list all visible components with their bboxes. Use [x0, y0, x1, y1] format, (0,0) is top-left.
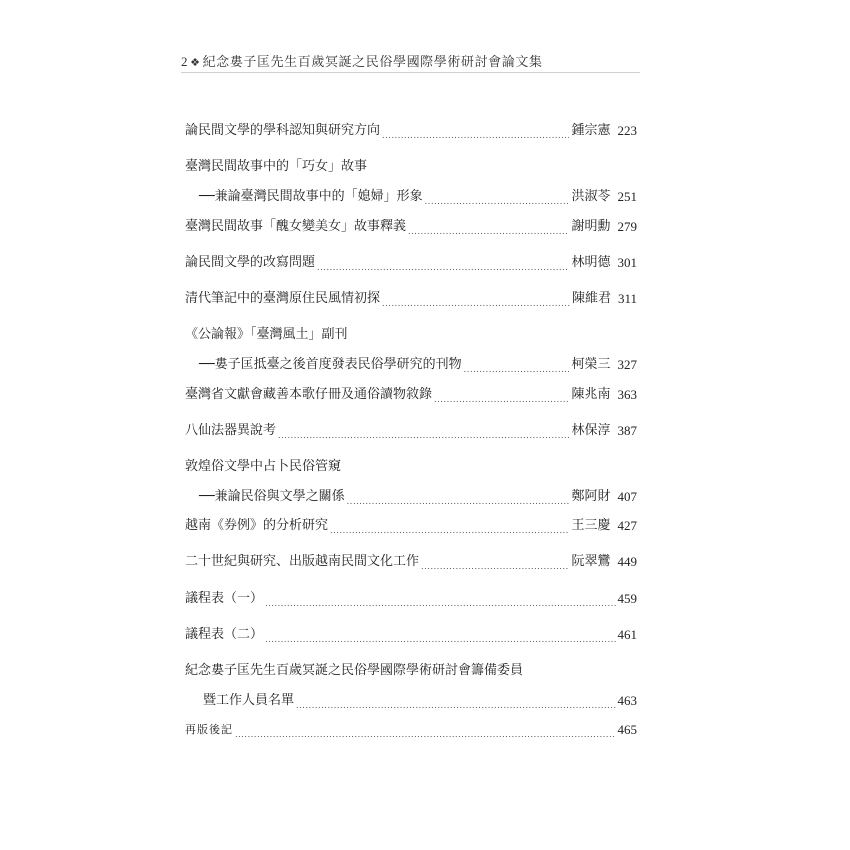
- toc-entry[interactable]: [185, 384, 637, 406]
- toc-entry[interactable]: [185, 719, 637, 741]
- entry-page: 461: [617, 627, 637, 642]
- entry-title: 二十世紀與研究、出版越南民間文化工作: [185, 554, 420, 569]
- dot-leader: [464, 354, 570, 376]
- toc-line: [185, 719, 637, 741]
- toc-line: [185, 324, 637, 346]
- toc-line: [185, 120, 637, 142]
- entry-page: 465: [617, 722, 637, 737]
- toc-line: [185, 156, 637, 178]
- toc-entry[interactable]: [185, 324, 637, 376]
- toc-line: [185, 624, 637, 646]
- entry-title: 敦煌俗文學中占卜民俗管窺: [185, 459, 342, 474]
- dot-leader: [330, 515, 569, 537]
- dot-leader: [278, 420, 569, 442]
- entry-title: 八仙法器異說考: [185, 423, 277, 438]
- entry-author: 林保淳: [571, 423, 611, 438]
- toc-entry[interactable]: [185, 515, 637, 537]
- toc-line: [185, 486, 637, 508]
- dot-leader: [382, 288, 570, 310]
- entry-author: 柯榮三: [571, 357, 611, 372]
- entry-subtitle: ──兼論臺灣民間故事中的「媳婦」形象: [199, 189, 423, 204]
- entry-page: 279: [617, 219, 637, 234]
- entry-page: 459: [617, 591, 637, 606]
- dot-leader: [317, 252, 569, 274]
- dot-leader: [425, 186, 570, 208]
- entry-title: 議程表（一）: [185, 591, 264, 606]
- entry-page: 251: [617, 189, 637, 204]
- toc-line: [185, 660, 637, 682]
- dot-leader: [347, 486, 570, 508]
- entry-author: 王三慶: [571, 518, 611, 533]
- toc-line: [185, 588, 637, 610]
- toc-line: [185, 288, 637, 310]
- toc-line: [185, 690, 637, 712]
- entry-page: 327: [617, 357, 637, 372]
- entry-page: 427: [617, 518, 637, 533]
- toc-entry[interactable]: [185, 660, 637, 712]
- toc-entry[interactable]: [185, 156, 637, 208]
- entry-title: 臺灣民間故事「醜女變美女」故事釋義: [185, 219, 407, 234]
- entry-author: 洪淑苓: [571, 189, 611, 204]
- entry-title: 臺灣民間故事中的「巧女」故事: [185, 159, 368, 174]
- toc-line: [185, 420, 637, 442]
- entry-title: 《公論報》「臺灣風土」副刊: [185, 327, 348, 342]
- entry-page: 387: [617, 423, 637, 438]
- entry-author: 鍾宗憲: [571, 123, 611, 138]
- entry-page: 363: [617, 387, 637, 402]
- toc-entry[interactable]: [185, 216, 637, 238]
- entry-author: 謝明勳: [571, 219, 611, 234]
- entry-title: 紀念婁子匡先生百歲冥誕之民俗學國際學術研討會籌備委員: [185, 663, 524, 678]
- entry-title: 論民間文學的學科認知與研究方向: [185, 123, 381, 138]
- toc-line: [185, 216, 637, 238]
- entry-subtitle: ──婁子匡抵臺之後首度發表民俗學研究的刊物: [199, 357, 462, 372]
- entry-title: 再版後記: [185, 723, 233, 736]
- dot-leader: [434, 384, 569, 406]
- toc-entry[interactable]: [185, 252, 637, 274]
- entry-page: 311: [617, 291, 637, 306]
- ornament-icon: ❖: [190, 56, 201, 69]
- entry-title: 越南《券例》的分析研究: [185, 518, 329, 533]
- entry-author: 陳兆南: [571, 387, 611, 402]
- entry-title: 臺灣省文獻會藏善本歌仔冊及通俗讀物敘錄: [185, 387, 433, 402]
- toc-line: [185, 252, 637, 274]
- toc-line: [185, 354, 637, 376]
- entry-title: 論民間文學的改寫問題: [185, 255, 316, 270]
- entry-page: 407: [617, 489, 637, 504]
- toc-line: [185, 186, 637, 208]
- toc-line: [185, 384, 637, 406]
- toc-entry[interactable]: [185, 588, 637, 610]
- running-header: [181, 52, 640, 72]
- entry-page: 463: [617, 693, 637, 708]
- dot-leader: [296, 690, 615, 712]
- entry-title: 清代筆記中的臺灣原住民風情初探: [185, 291, 381, 306]
- entry-author: 林明德: [571, 255, 611, 270]
- toc-line: [185, 456, 637, 478]
- header-book-title: 紀念婁子匡先生百歲冥誕之民俗學國際學術研討會論文集: [202, 55, 543, 70]
- toc-line: [185, 551, 637, 573]
- dot-leader: [408, 216, 569, 238]
- entry-author: 鄭阿財: [571, 489, 611, 504]
- toc-entry[interactable]: [185, 420, 637, 442]
- dot-leader: [265, 624, 615, 646]
- dot-leader: [421, 551, 569, 573]
- dot-leader: [235, 719, 616, 741]
- header-rule: [181, 72, 640, 73]
- toc-line: [185, 515, 637, 537]
- entry-author: 阮翠鸞: [571, 554, 611, 569]
- toc-entry[interactable]: [185, 288, 637, 310]
- toc-entry[interactable]: [185, 624, 637, 646]
- dot-leader: [265, 588, 615, 610]
- dot-leader: [382, 120, 569, 142]
- entry-subtitle: 暨工作人員名單: [203, 693, 295, 708]
- entry-page: 449: [617, 554, 637, 569]
- entry-title: 議程表（二）: [185, 627, 264, 642]
- toc-entry[interactable]: [185, 456, 637, 508]
- entry-subtitle: ──兼論民俗與文學之關係: [199, 489, 345, 504]
- entry-author: 陳維君: [571, 291, 611, 306]
- entry-page: 223: [617, 123, 637, 138]
- toc-entry[interactable]: [185, 551, 637, 573]
- header-page-number: 2: [181, 54, 189, 69]
- toc-entry[interactable]: [185, 120, 637, 142]
- entry-page: 301: [617, 255, 637, 270]
